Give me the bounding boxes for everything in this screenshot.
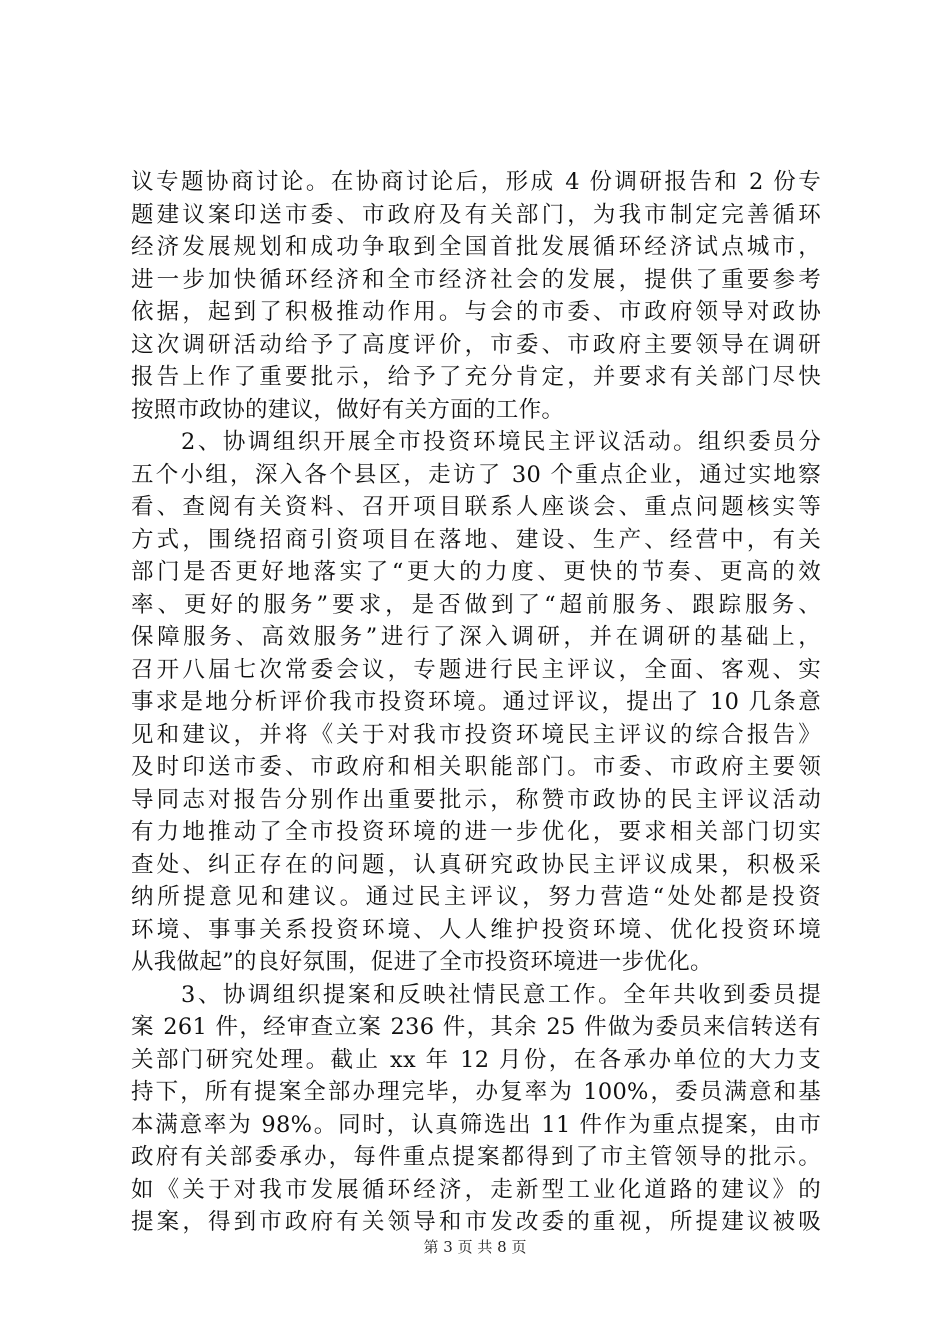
- text-line: 经济发展规划和成功争取到全国首批发展循环经济试点城市，: [131, 234, 821, 260]
- text-line: 3、协调组织提案和反映社情民意工作。全年共收到委员提: [131, 981, 821, 1008]
- text-line: 议专题协商讨论。在协商讨论后，形成 4 份调研报告和 2 份专: [131, 169, 821, 195]
- text-line: 纳所提意见和建议。通过民主评议，努力营造“处处都是投资: [131, 884, 821, 910]
- text-line: 案 261 件，经审查立案 236 件，其余 25 件做为委员来信转送有: [131, 1014, 821, 1040]
- text-line: 2、协调组织开展全市投资环境民主评议活动。组织委员分: [131, 429, 821, 455]
- text-line: 五个小组，深入各个县区，走访了 30 个重点企业，通过实地察: [131, 461, 821, 488]
- text-line: 看、查阅有关资料、召开项目联系人座谈会、重点问题核实等: [131, 494, 821, 520]
- text-line: 环境、事事关系投资环境、人人维护投资环境、优化投资环境: [131, 916, 821, 943]
- text-line: 提案，得到市政府有关领导和市发改委的重视，所提建议被吸: [131, 1209, 821, 1235]
- text-line: 按照市政协的建议，做好有关方面的工作。: [131, 396, 565, 423]
- page-number-footer: 第 3 页 共 8 页: [423, 1238, 527, 1256]
- text-line: 报告上作了重要批示，给予了充分肯定，并要求有关部门尽快: [131, 364, 821, 390]
- text-line: 率、更好的服务”要求，是否做到了“超前服务、跟踪服务、: [131, 591, 821, 618]
- text-line: 这次调研活动给予了高度评价，市委、市政府主要领导在调研: [131, 331, 821, 358]
- text-line: 从我做起”的良好氛围，促进了全市投资环境进一步优化。: [131, 949, 713, 975]
- text-line: 有力地推动了全市投资环境的进一步优化，要求相关部门切实: [131, 819, 821, 845]
- text-line: 保障服务、高效服务”进行了深入调研，并在调研的基础上，: [131, 624, 821, 650]
- text-line: 召开八届七次常委会议，专题进行民主评议，全面、客观、实: [131, 656, 821, 683]
- text-line: 政府有关部委承办，每件重点提案都得到了市主管领导的批示。: [131, 1144, 821, 1170]
- text-line: 题建议案印送市委、市政府及有关部门，为我市制定完善循环: [131, 201, 821, 228]
- text-line: 依据，起到了积极推动作用。与会的市委、市政府领导对政协: [131, 299, 821, 325]
- text-line: 持下，所有提案全部办理完毕，办复率为 100%，委员满意和基: [131, 1079, 821, 1105]
- text-line: 进一步加快循环经济和全市经济社会的发展，提供了重要参考: [131, 266, 821, 293]
- text-line: 方式，围绕招商引资项目在落地、建设、生产、经营中，有关: [131, 526, 821, 553]
- text-line: 见和建议，并将《关于对我市投资环境民主评议的综合报告》: [131, 721, 821, 748]
- text-line: 关部门研究处理。截止 xx 年 12 月份，在各承办单位的大力支: [131, 1046, 821, 1073]
- text-line: 如《关于对我市发展循环经济，走新型工业化道路的建议》的: [131, 1176, 821, 1203]
- body-text: [131, 166, 821, 1239]
- text-line: 本满意率为 98%。同时，认真筛选出 11 件作为重点提案，由市: [131, 1111, 821, 1138]
- text-line: 部门是否更好地落实了“更大的力度、更快的节奏、更高的效: [131, 559, 821, 585]
- text-line: 查处、纠正存在的问题，认真研究政协民主评议成果，积极采: [131, 851, 821, 878]
- text-line: 事求是地分析评价我市投资环境。通过评议，提出了 10 几条意: [131, 689, 821, 715]
- text-line: 导同志对报告分别作出重要批示，称赞市政协的民主评议活动: [131, 786, 821, 813]
- text-line: 及时印送市委、市政府和相关职能部门。市委、市政府主要领: [131, 754, 821, 780]
